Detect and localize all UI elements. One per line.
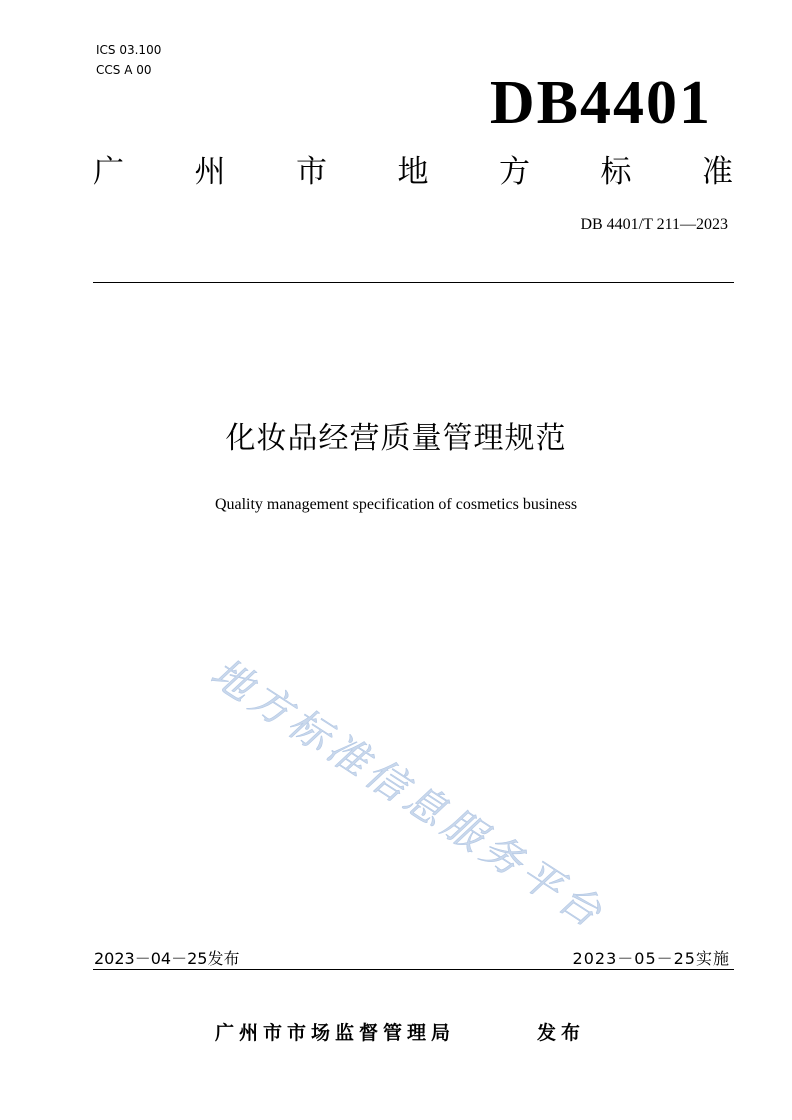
bureau-title-char: 市 <box>296 154 327 190</box>
watermark-text: 地方标准信息服务平台 <box>202 650 614 939</box>
watermark <box>200 650 670 950</box>
bureau-title-char: 地 <box>397 154 429 190</box>
standard-code: DB4401 <box>489 69 712 137</box>
ccs-code: CCS A 00 <box>96 63 152 77</box>
top-divider <box>93 282 734 283</box>
issue-date: 2023－04－25发布 <box>94 949 240 968</box>
bureau-title-char: 州 <box>194 154 226 190</box>
ics-code: ICS 03.100 <box>96 43 162 57</box>
classification-codes <box>96 40 161 80</box>
implementation-date: 2023－05－25实施 <box>572 949 730 968</box>
publisher: 广州市市场监督管理局 <box>215 1022 456 1044</box>
title-chinese: 化妆品经营质量管理规范 <box>225 421 567 456</box>
title-english: Quality management specification of cosmetics business <box>214 496 578 513</box>
bureau-title-char: 标 <box>600 154 632 190</box>
bureau-title-char: 方 <box>499 154 530 190</box>
publish-label: 发布 <box>537 1022 586 1044</box>
standard-number: DB 4401/T 211—2023 <box>580 216 728 233</box>
bottom-divider <box>93 969 734 970</box>
bureau-title-char: 准 <box>702 154 733 190</box>
bureau-title <box>93 150 733 194</box>
bureau-title-char: 广 <box>93 154 124 190</box>
